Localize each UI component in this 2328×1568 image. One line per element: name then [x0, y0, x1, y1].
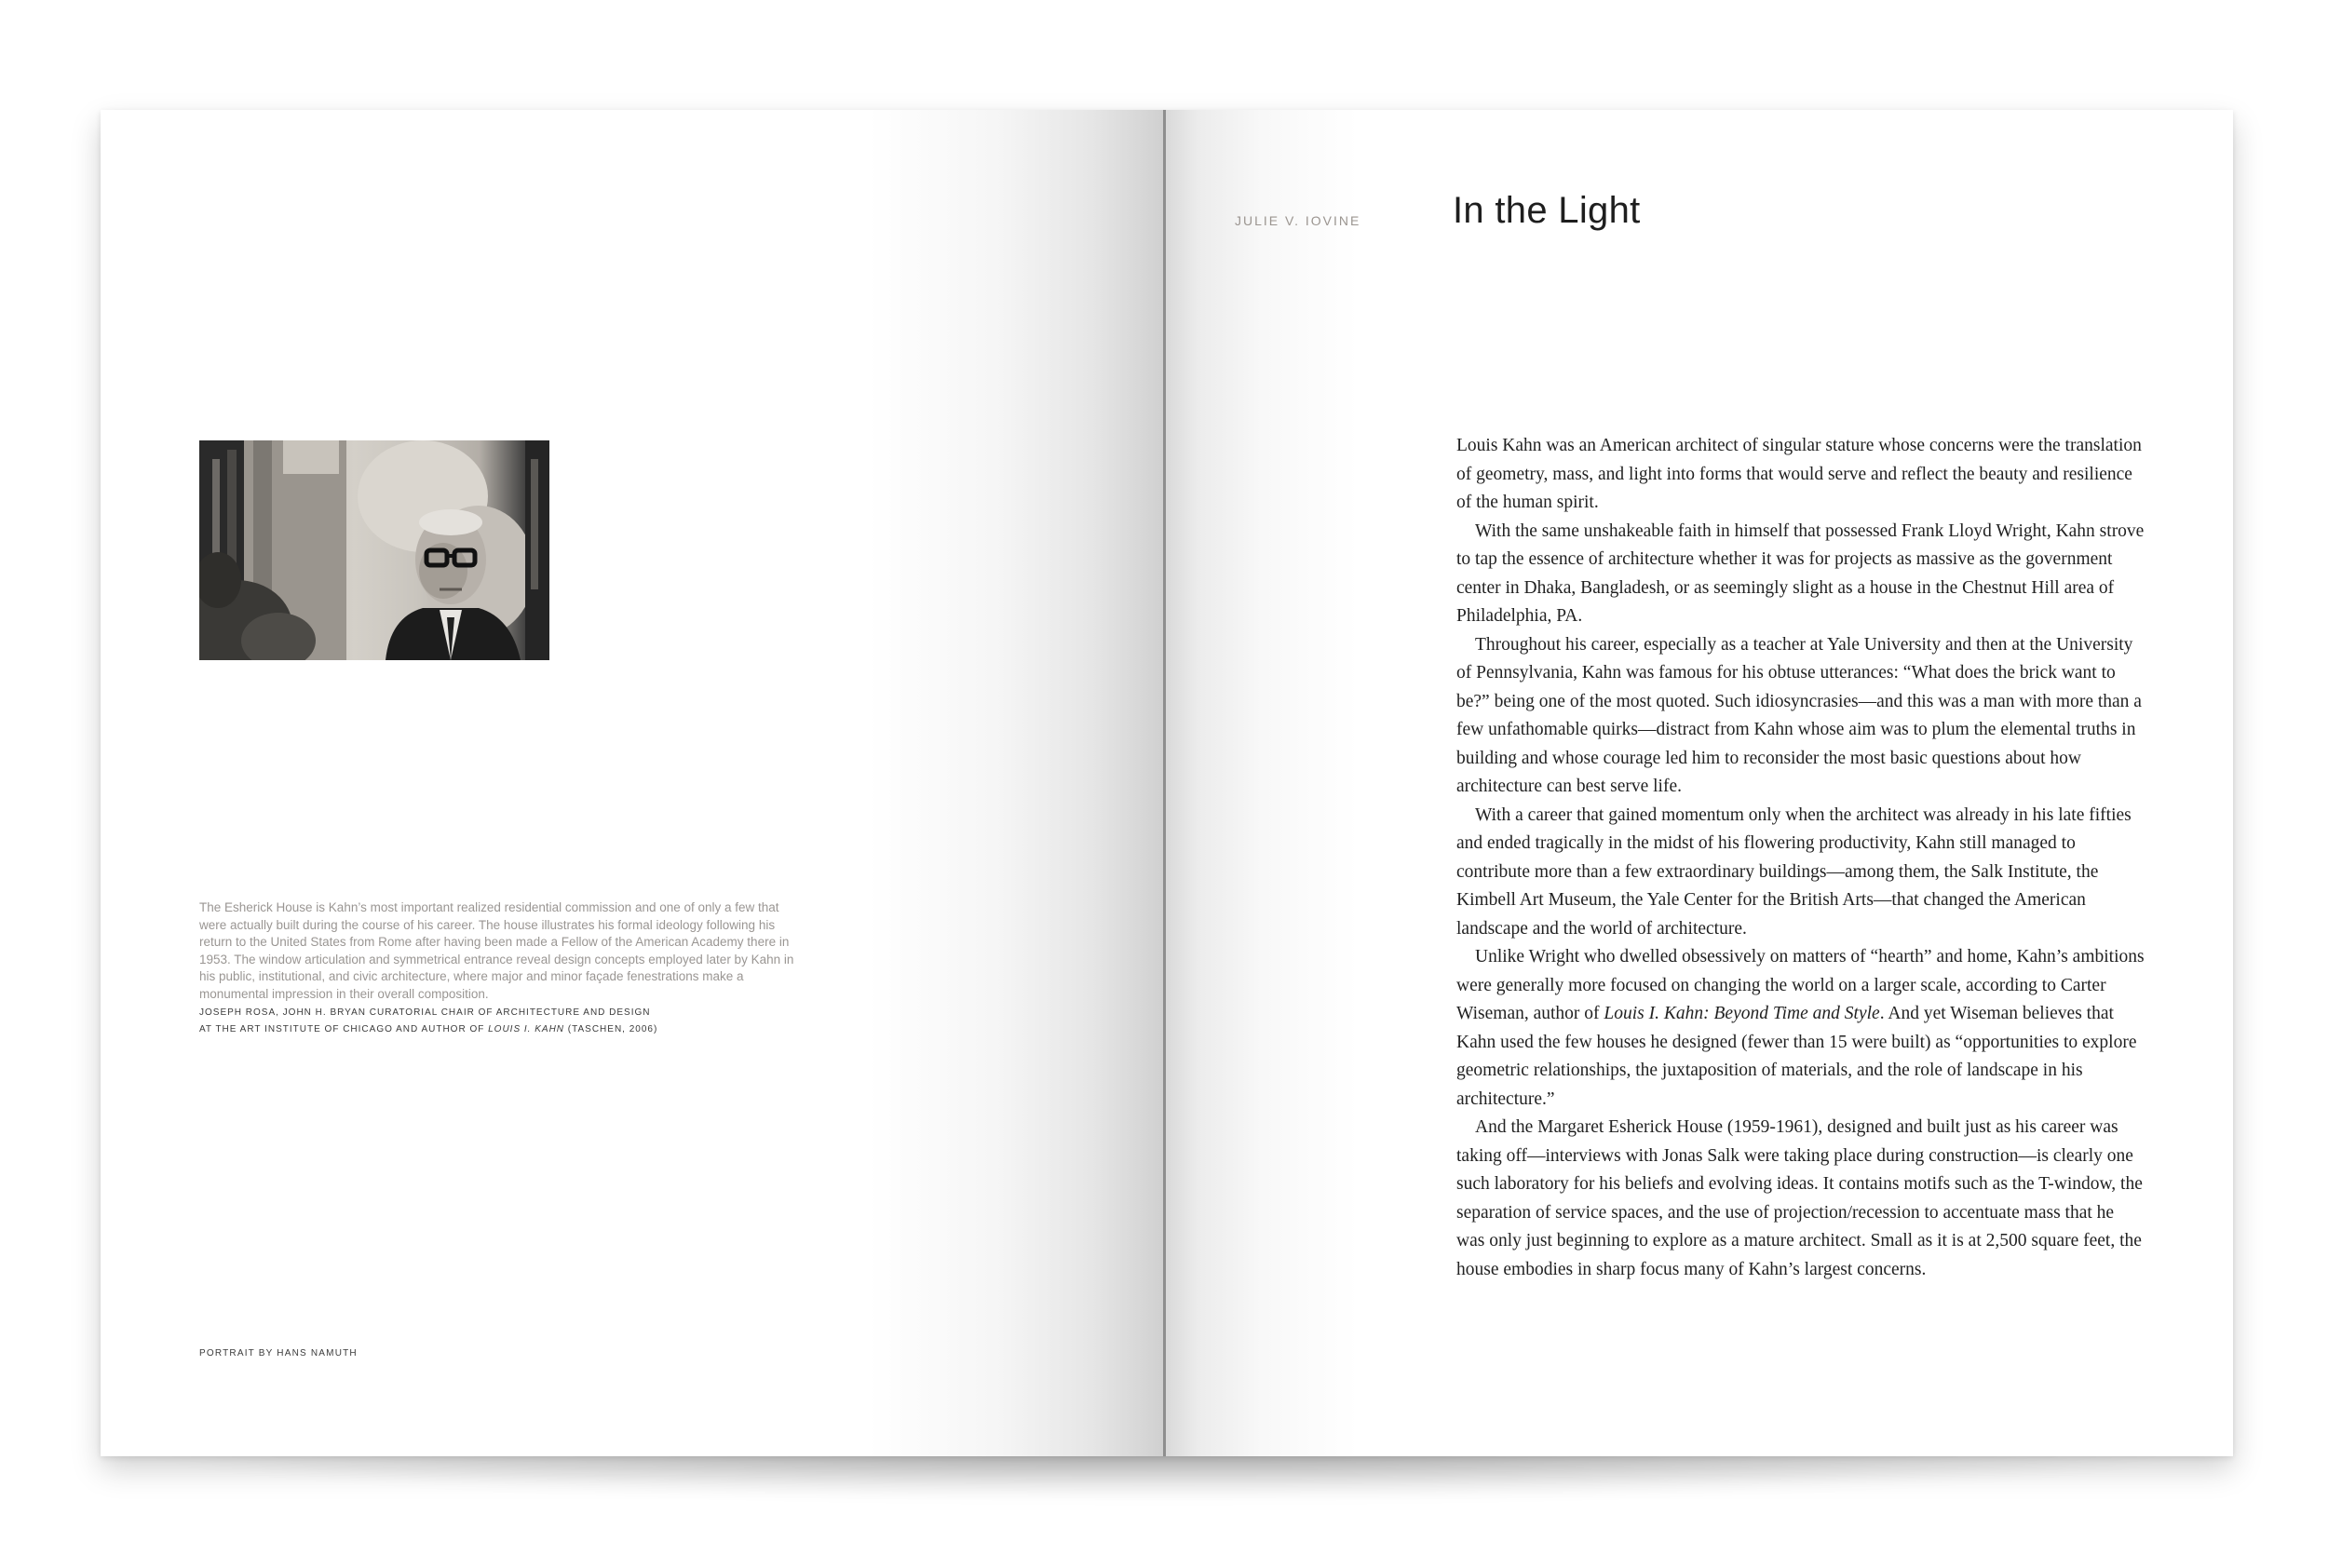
portrait-credit: PORTRAIT BY HANS NAMUTH	[199, 1348, 358, 1358]
paragraph-2: With the same unshakeable faith in himself that possessed Frank Lloyd Wright, Kahn strove to tap the essence of architecture whether it was for projects as massive as the government center in Dhaka, Bangladesh, or as seemingly slight as a house in the Chestnut Hill area of Philadelphia, PA.	[1456, 520, 2145, 626]
right-page	[1166, 110, 2233, 1456]
article-title: In the Light	[1453, 190, 1641, 231]
caption-text: The Esherick House is Kahn’s most important realized residential commission and one of only a few that were actually built during the course of his career. The house illustrates his formal ideology following his return to the United States from Rome after having been made a Fellow of the American Academy there in 1953. The window articulation and symmetrical entrance reveal design concepts employed later by Kahn in his public, institutional, and civic architecture, where major and minor façade fenestrations make a monumental impression in their overall composition.	[199, 900, 794, 1001]
portrait-photo	[199, 440, 549, 660]
caption-credit-line2-post: (TASCHEN, 2006)	[564, 1024, 658, 1034]
paragraph-5-pre: Unlike Wright who dwelled obsessively on matters of “hearth” and home, Kahn’s ambitions were generally more focused on changing the world on a larger scale, according to Carter Wiseman, author of	[1456, 947, 2145, 1023]
paragraph-1: Louis Kahn was an American architect of singular stature whose concerns were the translation of geometry, mass, and light into forms that would serve and reflect the beauty and resilience of the human spirit.	[1456, 436, 2142, 512]
left-page	[101, 110, 1166, 1456]
photo-caption	[199, 899, 795, 1038]
portrait-illustration	[199, 440, 549, 660]
author-name: JULIE V. IOVINE	[1235, 213, 1361, 228]
paragraph-5	[1456, 943, 2145, 1114]
paragraph-3: Throughout his career, especially as a teacher at Yale University and then at the University of Pennsylvania, Kahn was famous for his obtuse utterances: “What does the brick want to be?” being one of the most quoted. Such idiosyncrasies—and this was a man with more than a few unfathomable quirks—distract from Kahn whose aim was to plum the elemental truths in building and whose courage led him to reconsider the most basic questions about how architecture can best serve life.	[1456, 634, 2142, 796]
paragraph-5-book-title: Louis I. Kahn: Beyond Time and Style	[1604, 1004, 1880, 1023]
paragraph-4: With a career that gained momentum only when the architect was already in his late fifties and ended tragically in the midst of his flowering productivity, Kahn still managed to contribute more than a few extraordinary buildings—among them, the Salk Institute, the Kimbell Art Museum, the Yale Center for the British Arts—that changed the American landscape and the world of architecture.	[1456, 804, 2132, 939]
article-body	[1456, 432, 2145, 1284]
caption-credit-line2	[199, 1021, 795, 1038]
caption-credit-book-title: LOUIS I. KAHN	[488, 1024, 565, 1034]
caption-credit-line2-pre: AT THE ART INSTITUTE OF CHICAGO AND AUTHOR OF	[199, 1024, 489, 1034]
caption-credit	[199, 1005, 795, 1038]
paragraph-6: And the Margaret Esherick House (1959-1961), designed and built just as his career was taking off—interviews with Jonas Salk were taking place during construction—is clearly one such laboratory for his beliefs and evolving ideas. It contains motifs such as the T-window, the separation of service spaces, and the use of projection/recession to accentuate mass that he was only just beginning to explore as a mature architect. Small as it is at 2,500 square feet, the house embodies in sharp focus many of Kahn’s largest concerns.	[1456, 1117, 2143, 1279]
paragraph-5-post: . And yet Wiseman believes that Kahn used the few houses he designed (fewer than 15 were built) as “opportunities to explore geometric relationships, the juxtaposition of materials, and the role of landscape in his architecture.”	[1456, 1004, 2137, 1109]
open-book-spread	[101, 110, 2233, 1456]
caption-credit-line1: JOSEPH ROSA, JOHN H. BRYAN CURATORIAL CHAIR OF ARCHITECTURE AND DESIGN	[199, 1007, 651, 1018]
